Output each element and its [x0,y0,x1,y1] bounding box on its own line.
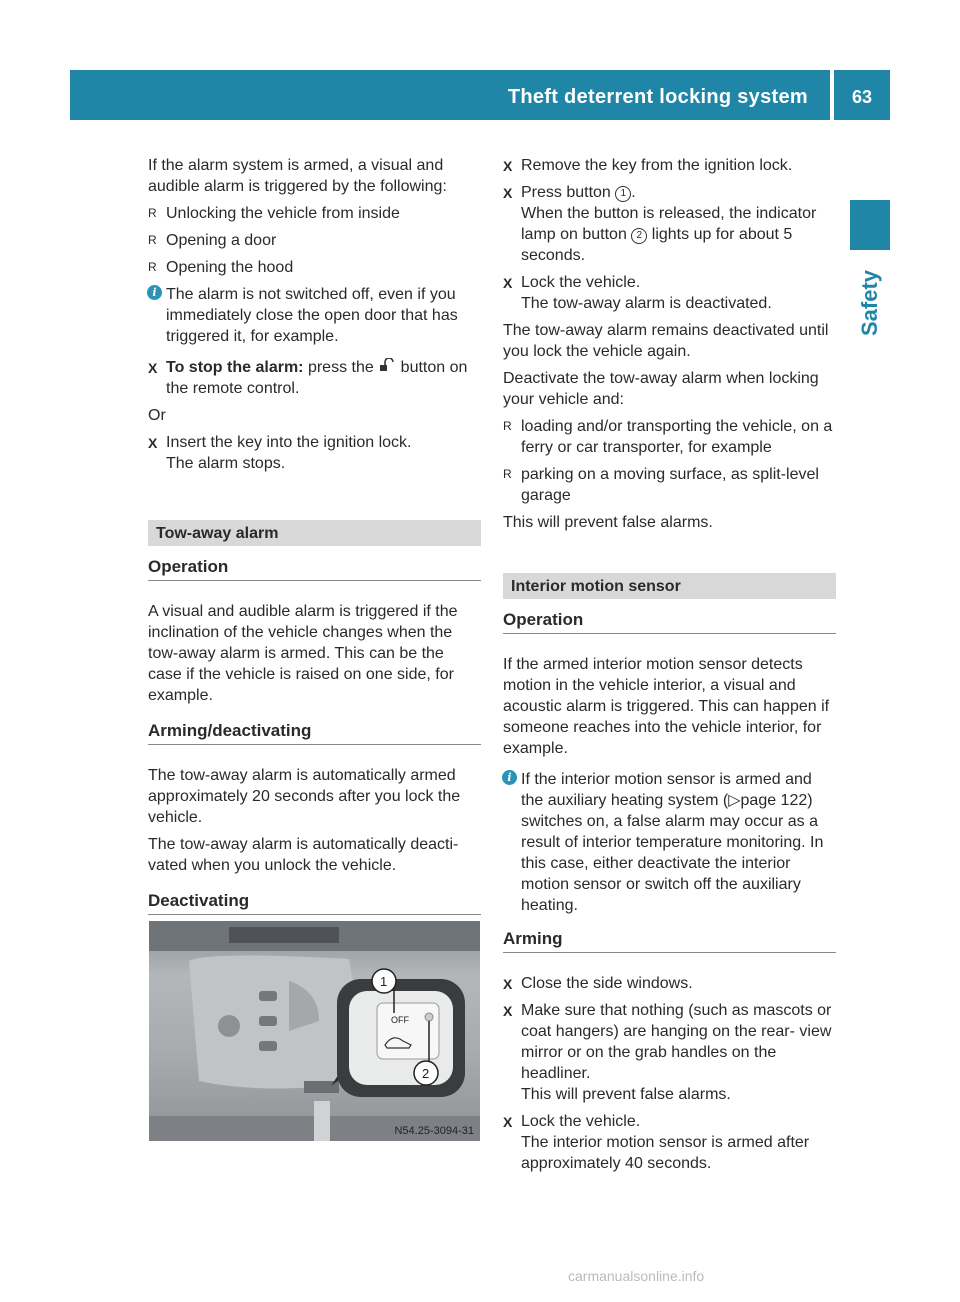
list-item: R Unlocking the vehicle from inside [148,205,400,222]
step-arrow-icon: X [503,1114,513,1130]
operation-text: If the armed interior motion sensor detects motion in the vehicle interior, a visual and acoustic alarm is triggered. This can happen if someone reaches into the vehicle interior, for example. [503,656,830,757]
section-heading-interior-motion: Interior motion sensor [503,573,836,599]
chapter-tab [850,200,890,250]
step-arrow-icon: X [503,158,513,174]
subheading-arming: Arming/deactivating [148,720,481,745]
svg-text:1: 1 [380,974,388,989]
list-item: R Opening the hood [148,259,294,276]
deactivate-when-text: Deactivate the tow-away alarm when locking your vehicle and: [503,370,819,408]
section-heading-tow-away: Tow-away alarm [148,520,481,546]
arming-text-2: The tow-away alarm is automatically deacti- vated when you unlock the vehicle. [148,836,459,874]
step-insert-key: X Insert the key into the ignition lock. The alarm stops. [148,434,412,472]
step-stop-alarm: X To stop the alarm: press the button on the remote control. [148,359,468,397]
info-icon: i [502,770,517,785]
page-reference-link[interactable]: page 122) [740,792,813,809]
step-check-mirror: X Make sure that nothing (such as mascots or coat hangers) are hanging on the rear- view mirror or on the grab handles on the headliner. This will prevent false alarms. [503,1002,832,1103]
section-title: Theft deterrent locking system [507,86,808,108]
step-close-windows: X Close the side windows. [503,973,836,994]
header-bar [70,70,890,120]
step-remove-key: X Remove the key from the ignition lock. [503,155,836,176]
list-item: R parking on a moving surface, as split-level garage [503,466,819,504]
left-column [148,155,481,935]
operation-text: A visual and audible alarm is triggered if the inclination of the vehicle changes when the tow-away alarm is armed. This can be the case if the vehicle is raised on one side, for example. [148,603,458,704]
right-column [503,155,836,1180]
list-item: R Opening a door [148,232,277,249]
subheading-deactivating: Deactivating [148,890,481,915]
list-item: R loading and/or transporting the vehicle, on a ferry or car transporter, for example [503,418,833,456]
arming-text-1: The tow-away alarm is automatically armed approximately 20 seconds after you lock the vehicle. [148,767,461,826]
footer-watermark: carmanualsonline.info [568,1268,705,1284]
step-arrow-icon: X [503,275,513,291]
figure-code: N54.25-3094-31 [394,1125,474,1137]
info-note: i The alarm is not switched off, even if you immediately close the open door that has triggered it, for example. [148,284,481,347]
page-ref-icon: ▷ [728,792,741,809]
step-arrow-icon: X [148,360,158,376]
remains-deactivated-text: The tow-away alarm remains deactivated until you lock the vehicle again. [503,322,829,360]
step-lock-vehicle-arm: X Lock the vehicle. The interior motion sensor is armed after approximately 40 seconds. [503,1113,810,1172]
callout-2-icon: 2 [631,228,647,244]
or-text: Or [148,407,166,424]
step-arrow-icon: X [503,976,513,992]
overhead-control-figure [149,921,480,1141]
callout-1-icon: 1 [615,186,631,202]
svg-text:2: 2 [422,1066,430,1081]
prevent-false-alarms-text: This will prevent false alarms. [503,514,713,531]
step-press-button: X Press button 1 . When the button is released, the indicator lamp on button 2 lights up for about 5 seconds. [503,184,817,264]
step-arrow-icon: X [503,1003,513,1019]
subheading-arming: Arming [503,928,836,953]
info-icon: i [147,285,162,300]
subheading-operation: Operation [148,556,481,581]
chapter-label: Safety [857,269,882,337]
svg-text:OFF: OFF [391,1015,409,1025]
unlock-key-icon [378,357,396,378]
page-number: 63 [851,87,873,107]
info-note: i If the interior motion sensor is armed and the auxiliary heating system (▷page 122) switches on, a false alarm may occur as a result of interior temperature monitoring. In this case, either deactivate the interior motion sensor or switch off the auxiliary heating. [503,769,836,916]
subheading-operation: Operation [503,609,836,634]
intro-text: If the alarm system is armed, a visual and audible alarm is triggered by the following: [148,157,447,195]
step-arrow-icon: X [148,435,158,451]
step-lock-vehicle: X Lock the vehicle. The tow-away alarm is deactivated. [503,274,772,312]
step-arrow-icon: X [503,185,513,201]
figure-illustration [149,921,480,1141]
